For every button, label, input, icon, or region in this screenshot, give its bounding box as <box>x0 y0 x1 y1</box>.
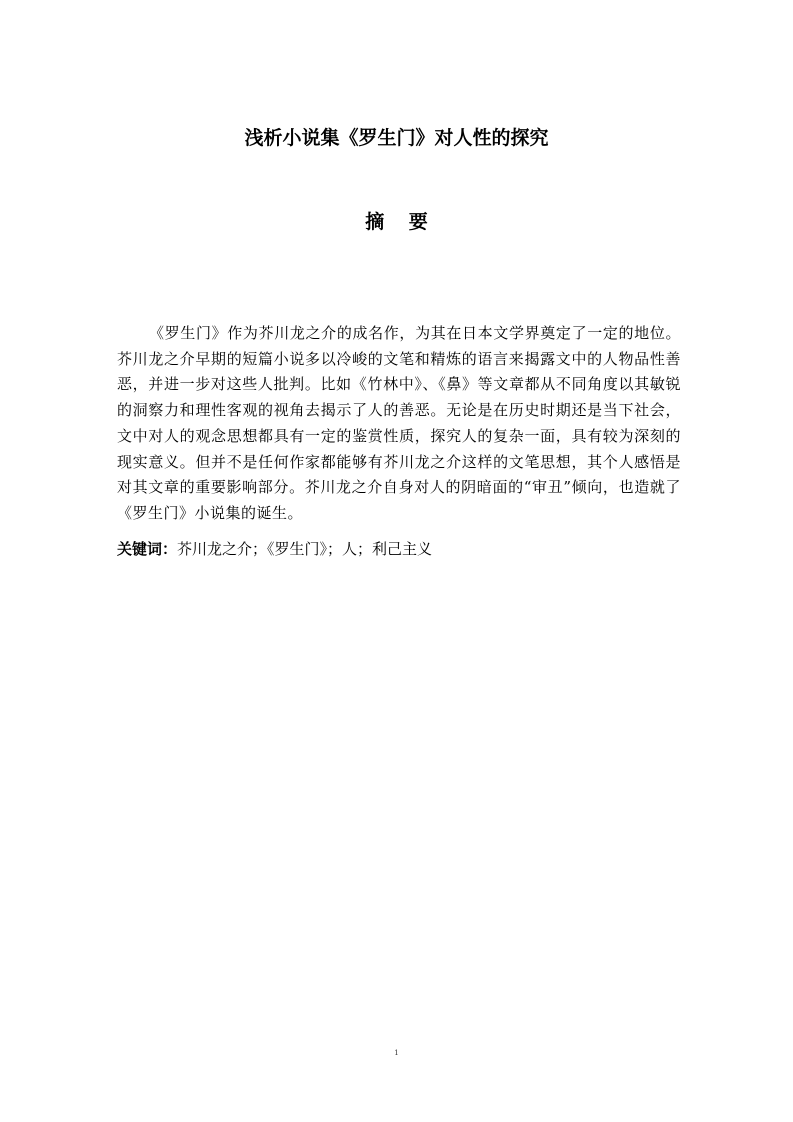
paper-title: 浅析小说集《罗生门》对人性的探究 <box>244 127 549 149</box>
keywords-text: 芥川龙之介；《罗生门》；人；利己主义 <box>177 540 433 558</box>
abstract-heading: 摘 要 <box>365 211 437 233</box>
abstract-paragraph: 《罗生门》作为芥川龙之介的成名作，为其在日本文学界奠定了一定的地位。芥川龙之介早期的短篇小说多以冷峻的文笔和精炼的语言来揭露文中的人物品性善恶，并进一步对这些人批判。比如《竹林中》、《鼻》等文章都从不同角度以其敏锐的洞察力和理性客观的视角去揭示了人的善恶。无论是在历史时期还是当下社会，文中对人的观念思想都具有一定的鉴赏性质，探究人的复杂一面，具有较为深刻的现实意义。但并不是任何作家都能够有芥川龙之介这样的文笔思想，其个人感悟是对其文章的重要影响部分。芥川龙之介自身对人的阴暗面的“审丑”倾向，也造就了《罗生门》小说集的诞生。 <box>117 324 681 522</box>
page-number: 1 <box>394 1049 399 1057</box>
keywords-label: 关键词： <box>117 540 178 558</box>
keywords-line <box>117 537 681 562</box>
